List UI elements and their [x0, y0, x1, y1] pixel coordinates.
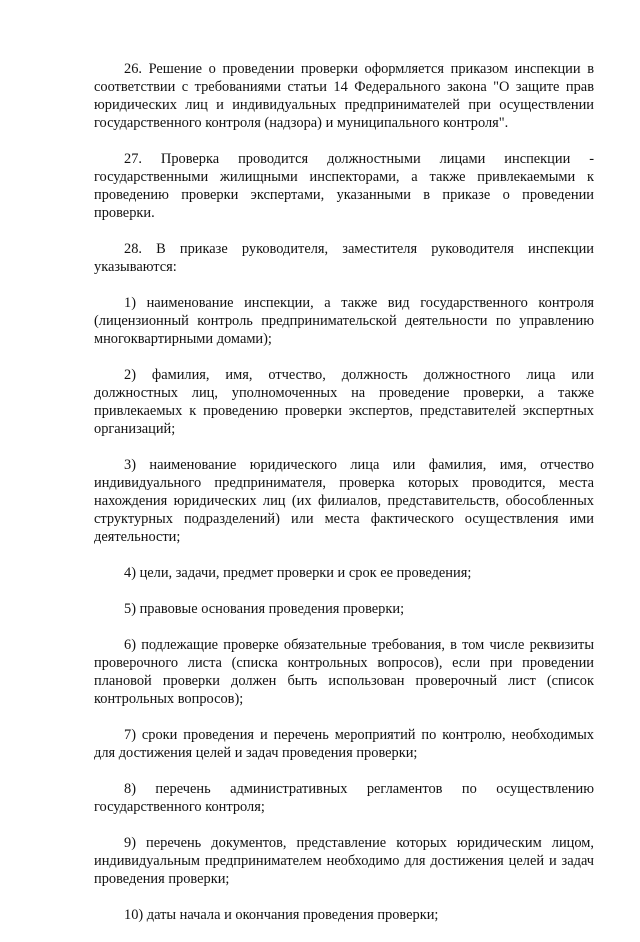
list-item-4: 4) цели, задачи, предмет проверки и срок ее проведения;: [124, 565, 472, 581]
list-item-5: 5) правовые основания проведения проверки;: [124, 601, 405, 617]
paragraph-26: 26. Решение о проведении проверки оформляется приказом инспекции в соответствии с требованиями статьи 14 Федерального закона "О защите прав юридических лиц и индивидуальных предпринимателей при осуществлении государственного контроля (надзора) и муниципального контроля".: [94, 61, 594, 131]
list-item-3: 3) наименование юридического лица или фамилия, имя, отчество индивидуального предпринимателя, проверка которых проводится, места нахождения юридических лиц (их филиалов, представительств, обособленных структурных подразделений) или места фактического осуществления ими деятельности;: [94, 457, 594, 545]
list-item-10: 10) даты начала и окончания проведения проверки;: [124, 907, 439, 923]
document-page: [94, 60, 594, 942]
paragraph-28: 28. В приказе руководителя, заместителя руководителя инспекции указываются:: [94, 241, 594, 275]
list-item-1: 1) наименование инспекции, а также вид государственного контроля (лицензионный контроль предпринимательской деятельности по управлению многоквартирными домами);: [94, 295, 594, 347]
list-item-6: 6) подлежащие проверке обязательные требования, в том числе реквизиты проверочного листа (списка контрольных вопросов), если при проведении плановой проверки должен быть использован проверочный лист (список контрольных вопросов);: [94, 637, 594, 707]
list-item-2: 2) фамилия, имя, отчество, должность должностного лица или должностных лиц, уполномоченных на проведение проверки, а также привлекаемых к проведению проверки экспертов, представителей экспертных организаций;: [94, 367, 594, 437]
list-item-7: 7) сроки проведения и перечень мероприятий по контролю, необходимых для достижения целей и задач проведения проверки;: [94, 727, 594, 761]
list-item-9: 9) перечень документов, представление которых юридическим лицом, индивидуальным предпринимателем необходимо для достижения целей и задач проведения проверки;: [94, 835, 594, 887]
paragraph-27: 27. Проверка проводится должностными лицами инспекции - государственными жилищными инспекторами, а также привлекаемыми к проведению проверки экспертами, указанными в приказе о проведении проверки.: [94, 151, 594, 221]
list-item-8: 8) перечень административных регламентов по осуществлению государственного контроля;: [94, 781, 594, 815]
